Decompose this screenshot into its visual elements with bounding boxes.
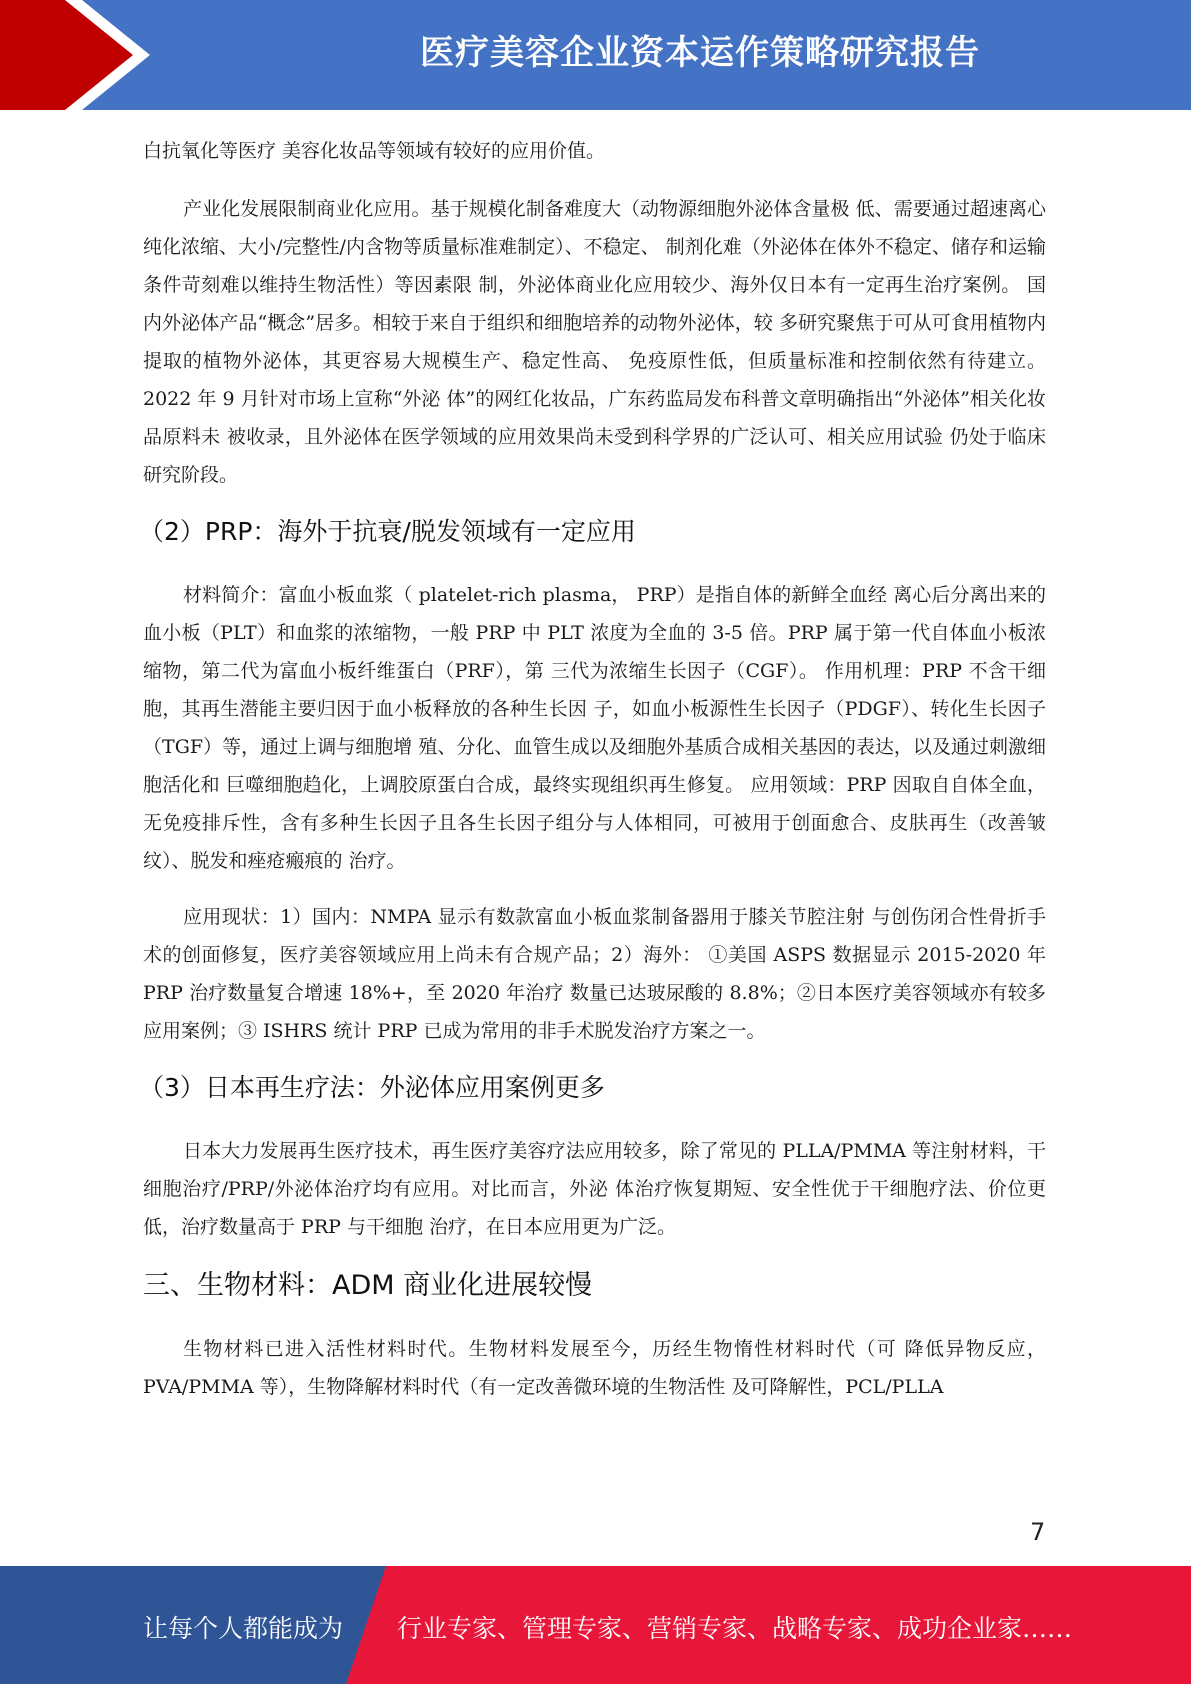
paragraph-japan: 日本大力发展再生医疗技术，再生医疗美容疗法应用较多，除了常见的 PLLA/PMMA 等注射材料，干细胞治疗/PRP/外泌体治疗均有应用。对比而言，外泌 体治疗恢复期短、安全性优于干细胞疗法、价位更低，治疗数量高于 PRP 与干细胞 治疗，在日本应用更为广泛。 [143, 1140, 1046, 1238]
paragraph-continuation: 白抗氧化等医疗 美容化妆品等领域有较好的应用价值。 [143, 140, 606, 162]
page-body [139, 132, 1046, 1406]
heading-japan: （3）日本再生疗法：外泌体应用案例更多 [139, 1073, 605, 1102]
heading-prp: （2）PRP：海外于抗衰/脱发领域有一定应用 [139, 517, 636, 546]
paragraph-prp-status: 应用现状：1）国内：NMPA 显示有数款富血小板血浆制备器用于膝关节腔注射 与创伤闭合性骨折手术的创面修复，医疗美容领域应用上尚未有合规产品；2）海外： ①美国 ASPS 数据显示 2015-2020 年 PRP 治疗数量复合增速 18%+，至 2020 年治疗 数量已达玻尿酸的 8.8%；②日本医疗美容领域亦有较多应用案例；③ ISHRS 统计 PRP 已成为常用的非手术脱发治疗方案之一。 [143, 906, 1046, 1042]
footer-slogan-right: 行业专家、管理专家、营销专家、战略专家、成功企业家…… [397, 1614, 1073, 1643]
paragraph-prp-intro: 材料简介：富血小板血浆（ platelet-rich plasma， PRP）是指自体的新鲜全血经 离心后分离出来的血小板（PLT）和血浆的浓缩物，一般 PRP 中 PLT 浓度为全血的 3-5 倍。PRP 属于第一代自体血小板浓缩物，第二代为富血小板纤维蛋白（PRF），第 三代为浓缩生长因子（CGF）。 作用机理：PRP 不含干细胞，其再生潜能主要归因于血小板释放的各种生长因 子，如血小板源性生长因子（PDGF）、转化生长因子（TGF）等，通过上调与细胞增 殖、分化、血管生成以及细胞外基质合成相关基因的表达，以及通过刺激细胞活化和 巨噬细胞趋化，上调胶原蛋白合成，最终实现组织再生修复。 应用领域：PRP 因取自自体全血，无免疫排斥性，含有多种生长因子且各生长因子组分与人体相同，可被用于创面愈合、皮肤再生（改善皱纹）、脱发和痤疮瘢痕的 治疗。 [143, 584, 1046, 872]
report-title: 医疗美容企业资本运作策略研究报告 [420, 33, 980, 73]
header-red-chevron [0, 0, 200, 110]
footer-slogan-left: 让每个人都能成为 [143, 1614, 344, 1643]
paragraph-biomaterials: 生物材料已进入活性材料时代。生物材料发展至今，历经生物惰性材料时代（可 降低异物反应，PVA/PMMA 等），生物降解材料时代（有一定改善微环境的生物活性 及可降解性，PCL/PLLA [143, 1338, 1046, 1398]
page-footer [0, 1566, 1191, 1684]
heading-biomaterials: 三、生物材料：ADM 商业化进展较慢 [143, 1270, 593, 1301]
page-number: 7 [1030, 1518, 1046, 1546]
paragraph-commercialization: 产业化发展限制商业化应用。基于规模化制备难度大（动物源细胞外泌体含量极 低、需要通过超速离心纯化浓缩、大小/完整性/内含物等质量标准难制定）、不稳定、 制剂化难（外泌体在体外不稳定、储存和运输条件苛刻难以维持生物活性）等因素限 制，外泌体商业化应用较少、海外仅日本有一定再生治疗案例。 国内外泌体产品“概念”居多。相较于来自于组织和细胞培养的动物外泌体，较 多研究聚焦于可从可食用植物内提取的植物外泌体，其更容易大规模生产、稳定性高、 免疫原性低，但质量标准和控制依然有待建立。2022 年 9 月针对市场上宣称“外泌 体”的网红化妆品，广东药监局发布科普文章明确指出“外泌体”相关化妆品原料未 被收录，且外泌体在医学领域的应用效果尚未受到科学界的广泛认可、相关应用试验 仍处于临床研究阶段。 [143, 198, 1046, 486]
page-header [0, 0, 1191, 110]
